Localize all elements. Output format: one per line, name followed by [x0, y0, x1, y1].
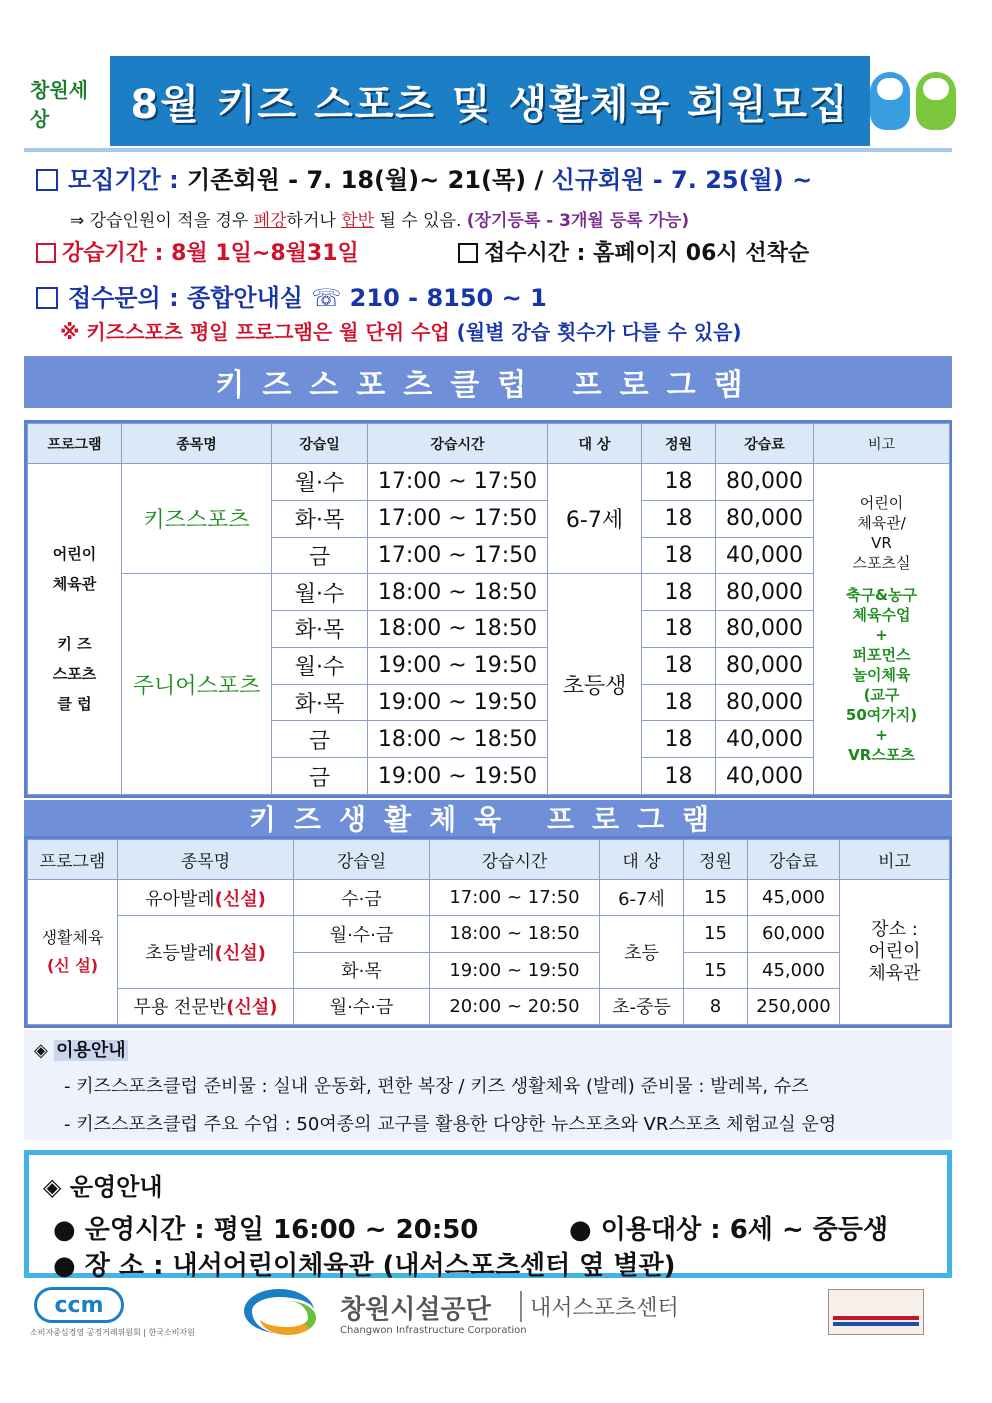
class-day: 금 — [272, 537, 368, 574]
center-name: 내서스포츠센터 — [520, 1291, 679, 1322]
capacity: 18 — [642, 721, 716, 758]
kids-club-table — [24, 420, 952, 798]
mascot-icons — [870, 72, 960, 132]
footer — [0, 1285, 992, 1345]
recruit-label: 모집기간 : — [68, 166, 188, 194]
fee: 80,000 — [716, 611, 814, 648]
class-day: 화·목 — [272, 500, 368, 537]
page-title: 8월 키즈 스포츠 및 생활체육 회원모집 — [130, 81, 850, 128]
class-day: 화·목 — [272, 611, 368, 648]
city-logo — [30, 78, 105, 131]
capacity: 15 — [684, 952, 748, 988]
checkbox-icon — [36, 243, 56, 263]
class-day: 수·금 — [294, 880, 430, 916]
col-header: 강습일 — [272, 424, 368, 464]
green-mascot-icon — [916, 72, 956, 130]
fee: 80,000 — [716, 647, 814, 684]
col-header: 강습일 — [294, 840, 430, 880]
city-logo-text: 창원세상 — [30, 78, 88, 131]
header-divider — [24, 148, 952, 152]
note-long-term: (장기등록 - 3개월 등록 가능) — [466, 211, 690, 231]
fee: 80,000 — [716, 574, 814, 611]
class-time: 17:00 ~ 17:50 — [368, 537, 548, 574]
ccm-logo: ccm — [34, 1287, 124, 1323]
fee: 40,000 — [716, 721, 814, 758]
fee: 80,000 — [716, 684, 814, 721]
class-time: 18:00 ~ 18:50 — [430, 916, 600, 952]
class-time: 17:00 ~ 17:50 — [430, 880, 600, 916]
sport-name: 초등발레(신설) — [118, 916, 294, 989]
col-header: 비고 — [814, 424, 950, 464]
usage-info — [24, 1030, 952, 1140]
col-header: 정원 — [642, 424, 716, 464]
table-header-row — [28, 424, 950, 464]
class-time: 17:00 ~ 17:50 — [368, 464, 548, 501]
col-header: 대 상 — [600, 840, 684, 880]
class-time: 18:00 ~ 18:50 — [368, 721, 548, 758]
target: 6-7세 — [548, 464, 642, 574]
class-day: 화·목 — [272, 684, 368, 721]
program-cell: 어린이 체육관 키 즈 스포츠 클 럽 — [28, 464, 122, 795]
capacity: 18 — [642, 758, 716, 795]
kids-leisure-table — [24, 836, 952, 1028]
recruit-existing: 기존회원 - 7. 18(월)~ 21(목) / — [187, 166, 552, 194]
recruit-note: ⇒ 강습인원이 적을 경우 폐강하거나 합반 될 수 있음. (장기등록 - 3개월 등록 가능) — [70, 211, 690, 231]
note-merge: 합반 — [341, 211, 375, 231]
org-english-name: Changwon Infrastructure Corporation — [340, 1325, 527, 1336]
class-day: 금 — [272, 721, 368, 758]
fee: 80,000 — [716, 464, 814, 501]
recruit-period — [36, 160, 812, 195]
class-time: 19:00 ~ 19:50 — [430, 952, 600, 988]
capacity: 18 — [642, 684, 716, 721]
capacity: 18 — [642, 647, 716, 684]
diamond-icon: ◈ — [34, 1040, 48, 1061]
header — [0, 48, 992, 152]
class-day: 월·수·금 — [294, 916, 430, 952]
class-period: 강습기간 : 8월 1일~8월31일 — [36, 236, 359, 267]
table-header-row — [28, 840, 950, 880]
fee: 40,000 — [716, 758, 814, 795]
operation-heading: ◈ 운영안내 — [43, 1173, 163, 1201]
col-header: 프로그램 — [28, 840, 118, 880]
class-time: 17:00 ~ 17:50 — [368, 500, 548, 537]
capacity: 18 — [642, 537, 716, 574]
sport-name: 무용 전문반(신설) — [118, 988, 294, 1024]
note-cell: 장소 : 어린이 체육관 — [840, 880, 950, 1025]
col-header: 강습시간 — [430, 840, 600, 880]
recruit-new: 신규회원 - 7. 25(월) ~ — [551, 166, 813, 194]
class-time: 19:00 ~ 19:50 — [368, 758, 548, 795]
sport-name: 키즈스포츠 — [122, 464, 272, 574]
col-header: 강습료 — [716, 424, 814, 464]
target: 6-7세 — [600, 880, 684, 916]
sport-name: 유아발레(신설) — [118, 880, 294, 916]
class-time: 18:00 ~ 18:50 — [368, 574, 548, 611]
monthly-notice: ※ 키즈스포츠 평일 프로그램은 월 단위 수업 (월별 강습 횟수가 다를 수 있음) — [60, 320, 742, 344]
col-header: 비고 — [840, 840, 950, 880]
usage-item: - 키즈스포츠클럽 주요 수업 : 50여종의 교구를 활용한 다양한 뉴스포츠와 VR스포츠 체험교실 운영 — [64, 1114, 837, 1135]
operation-place: ● 장 소 : 내서어린이체육관 (내서스포츠센터 옆 별관) — [53, 1251, 676, 1281]
col-header: 정원 — [684, 840, 748, 880]
class-day: 월·수 — [272, 464, 368, 501]
usage-item: - 키즈스포츠클럽 준비물 : 실내 운동화, 편한 복장 / 키즈 생활체육 (발레) 준비물 : 발레복, 슈즈 — [64, 1076, 809, 1097]
class-day: 금 — [272, 758, 368, 795]
fee: 40,000 — [716, 537, 814, 574]
table-row — [28, 464, 950, 501]
table-row — [28, 988, 950, 1024]
note-cell: 어린이 체육관/ VR 스포츠실 축구&농구 체육수업 + 퍼포먼스 놀이체육 (교구 50여가지) + VR스포츠 — [814, 464, 950, 795]
class-time: 19:00 ~ 19:50 — [368, 647, 548, 684]
class-day: 월·수 — [272, 574, 368, 611]
capacity: 15 — [684, 916, 748, 952]
fee: 60,000 — [748, 916, 840, 952]
title-banner — [110, 56, 870, 146]
org-name: 창원시설공단 — [340, 1295, 491, 1325]
class-time: 20:00 ~ 20:50 — [430, 988, 600, 1024]
class-time: 18:00 ~ 18:50 — [368, 611, 548, 648]
col-header: 종목명 — [122, 424, 272, 464]
col-header: 종목명 — [118, 840, 294, 880]
class-day: 월·수·금 — [294, 988, 430, 1024]
table-row — [28, 916, 950, 952]
col-header: 강습시간 — [368, 424, 548, 464]
checkbox-icon — [36, 287, 58, 309]
checkbox-icon — [458, 243, 478, 263]
certificate-badge-icon — [828, 1289, 924, 1335]
capacity: 18 — [642, 611, 716, 648]
target: 초등생 — [548, 574, 642, 795]
program-cell: 생활체육 (신 설) — [28, 880, 118, 1025]
class-time: 19:00 ~ 19:50 — [368, 684, 548, 721]
operation-target: ● 이용대상 : 6세 ~ 중등생 — [569, 1215, 889, 1245]
class-day: 화·목 — [294, 952, 430, 988]
inquiry: 접수문의 : 종합안내실 ☏ 210 - 8150 ~ 1 — [36, 278, 547, 313]
fee: 45,000 — [748, 952, 840, 988]
section-title-kids-club: 키즈스포츠클럽 프로그램 — [24, 356, 952, 408]
col-header: 프로그램 — [28, 424, 122, 464]
section-title-kids-leisure: 키즈생활체육 프로그램 — [24, 800, 952, 836]
ccm-subtitle: 소비자중심경영 공정거래위원회 | 한국소비자원 — [30, 1328, 195, 1337]
capacity: 18 — [642, 500, 716, 537]
sport-name: 주니어스포츠 — [122, 574, 272, 795]
blue-mascot-icon — [870, 72, 910, 130]
note-close: 폐강 — [253, 211, 287, 231]
capacity: 18 — [642, 574, 716, 611]
fee: 80,000 — [716, 500, 814, 537]
table-row — [28, 880, 950, 916]
col-header: 강습료 — [748, 840, 840, 880]
fee: 45,000 — [748, 880, 840, 916]
col-header: 대 상 — [548, 424, 642, 464]
checkbox-icon — [36, 169, 58, 191]
class-day: 월·수 — [272, 647, 368, 684]
target: 초등 — [600, 916, 684, 989]
operation-info — [24, 1150, 952, 1281]
capacity: 18 — [642, 464, 716, 501]
reception-time: 접수시간 : 홈페이지 06시 선착순 — [458, 236, 809, 267]
usage-heading: ◈ 이용안내 — [34, 1040, 126, 1061]
operation-hours: ● 운영시간 : 평일 16:00 ~ 20:50 — [53, 1215, 479, 1245]
target: 초-중등 — [600, 988, 684, 1024]
capacity: 15 — [684, 880, 748, 916]
capacity: 8 — [684, 988, 748, 1024]
fee: 250,000 — [748, 988, 840, 1024]
table-row — [28, 574, 950, 611]
changwon-logo-icon — [244, 1285, 324, 1340]
